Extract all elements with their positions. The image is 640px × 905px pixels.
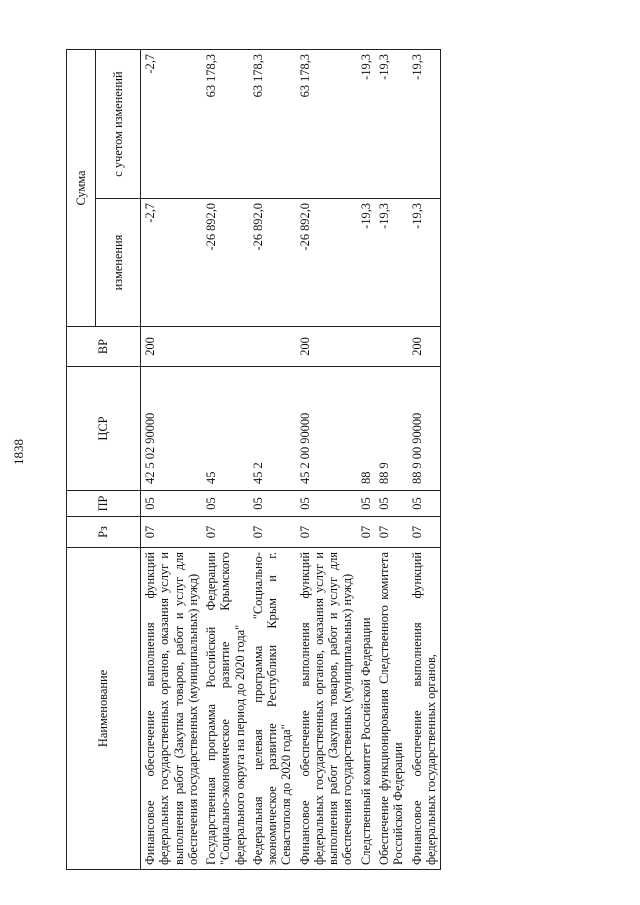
row-with-change: 63 178,3 bbox=[249, 50, 296, 199]
header-vr: ВР bbox=[67, 327, 141, 367]
row-csr: 88 9 00 90000 bbox=[408, 367, 441, 491]
row-rz: 07 bbox=[375, 517, 408, 548]
table-row bbox=[408, 50, 441, 870]
row-with-change: -19,3 bbox=[375, 50, 408, 199]
table-row bbox=[296, 50, 357, 870]
row-vr bbox=[357, 327, 375, 367]
row-rz: 07 bbox=[249, 517, 296, 548]
header-row-1 bbox=[67, 50, 96, 870]
row-pr: 05 bbox=[375, 491, 408, 517]
row-with-change: -19,3 bbox=[408, 50, 441, 199]
row-csr: 45 bbox=[202, 367, 249, 491]
table-row bbox=[357, 50, 375, 870]
row-rz: 07 bbox=[202, 517, 249, 548]
row-csr: 88 9 bbox=[375, 367, 408, 491]
row-change: -2,7 bbox=[141, 199, 203, 327]
row-name: Финансовое обеспечение выполнения функций федеральных государственных органов, оказания услуг и выполнения работ (Закупка товаров, работ и услуг для обеспечения государственных (муниципальных) нужд) bbox=[296, 548, 357, 870]
row-csr: 42 5 02 90000 bbox=[141, 367, 203, 491]
row-pr: 05 bbox=[249, 491, 296, 517]
row-csr: 88 bbox=[357, 367, 375, 491]
row-name: Федеральная целевая программа "Социально-экономическое развитие Республики Крым и г. Севастополя до 2020 года" bbox=[249, 548, 296, 870]
row-pr: 05 bbox=[202, 491, 249, 517]
budget-table bbox=[66, 49, 441, 870]
table-body bbox=[141, 50, 441, 870]
row-change: -26 892,0 bbox=[296, 199, 357, 327]
row-name: Государственная программа Российской Федерации "Социально-экономическое развитие Крымского федерального округа на период до 2020 года" bbox=[202, 548, 249, 870]
header-pr: ПР bbox=[67, 491, 141, 517]
row-name: Финансовое обеспечение выполнения функций федеральных государственных органов, bbox=[408, 548, 441, 870]
header-change: изменения bbox=[96, 199, 141, 327]
row-with-change: -19,3 bbox=[357, 50, 375, 199]
row-change: -19,3 bbox=[357, 199, 375, 327]
header-name: Наименование bbox=[67, 548, 141, 870]
row-name: Обеспечение функционирования Следственного комитета Российской Федерации bbox=[375, 548, 408, 870]
row-name: Финансовое обеспечение выполнения функций федеральных государственных органов, оказания услуг и выполнения работ (Закупка товаров, работ и услуг для обеспечения государственных (муниципальных) нужд) bbox=[141, 548, 203, 870]
header-csr: ЦСР bbox=[67, 367, 141, 491]
row-with-change: -2,7 bbox=[141, 50, 203, 199]
table-row bbox=[202, 50, 249, 870]
header-with-change: с учетом изменений bbox=[96, 50, 141, 199]
row-pr: 05 bbox=[408, 491, 441, 517]
table-row bbox=[249, 50, 296, 870]
header-sum: Сумма bbox=[67, 50, 96, 327]
row-rz: 07 bbox=[357, 517, 375, 548]
row-pr: 05 bbox=[357, 491, 375, 517]
row-change: -19,3 bbox=[408, 199, 441, 327]
row-csr: 45 2 00 90000 bbox=[296, 367, 357, 491]
table-row bbox=[141, 50, 203, 870]
row-pr: 05 bbox=[296, 491, 357, 517]
row-csr: 45 2 bbox=[249, 367, 296, 491]
row-name: Следственный комитет Российской Федерации bbox=[357, 548, 375, 870]
row-vr bbox=[375, 327, 408, 367]
row-vr bbox=[249, 327, 296, 367]
row-change: -26 892,0 bbox=[249, 199, 296, 327]
row-pr: 05 bbox=[141, 491, 203, 517]
row-rz: 07 bbox=[408, 517, 441, 548]
row-vr: 200 bbox=[408, 327, 441, 367]
page-number: 1838 bbox=[11, 439, 26, 465]
header-rz: Рз bbox=[67, 517, 141, 548]
row-change: -19,3 bbox=[375, 199, 408, 327]
row-vr: 200 bbox=[296, 327, 357, 367]
row-rz: 07 bbox=[296, 517, 357, 548]
row-rz: 07 bbox=[141, 517, 203, 548]
rotated-page-content bbox=[66, 50, 588, 870]
row-with-change: 63 178,3 bbox=[202, 50, 249, 199]
row-vr bbox=[202, 327, 249, 367]
row-vr: 200 bbox=[141, 327, 203, 367]
row-change: -26 892,0 bbox=[202, 199, 249, 327]
table-row bbox=[375, 50, 408, 870]
row-with-change: 63 178,3 bbox=[296, 50, 357, 199]
